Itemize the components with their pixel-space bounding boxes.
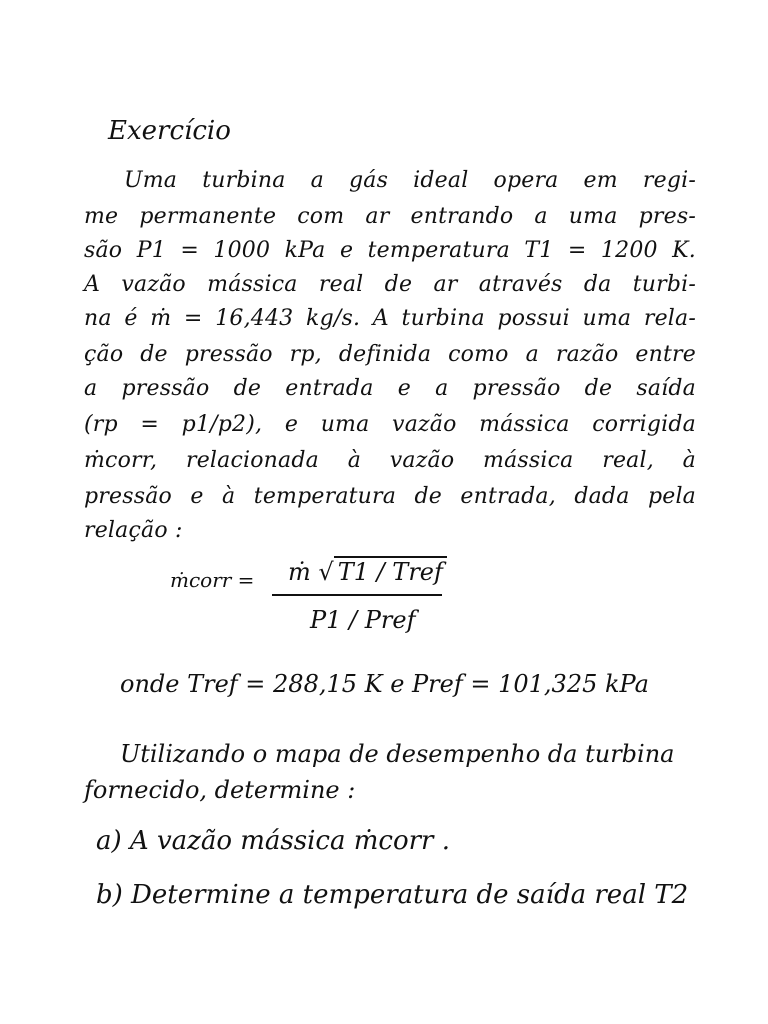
formula-numerator-prefix: ṁ √: [288, 558, 334, 586]
paragraph-line: (rp = p1/p2), e uma vazão mássica corrigida: [84, 412, 696, 437]
paragraph-line: ção de pressão rp, definida como a razão entre: [84, 342, 696, 367]
formula-lhs: ṁcorr =: [170, 568, 255, 592]
item-b: b) Determine a temperatura de saída real T2: [96, 880, 689, 910]
reference-values-line: onde Tref = 288,15 K e Pref = 101,325 kPa: [120, 670, 649, 698]
item-a: a) A vazão mássica ṁcorr .: [96, 826, 450, 856]
fraction-bar: [272, 594, 442, 596]
paragraph-line: A vazão mássica real de ar através da turbi-: [84, 272, 696, 297]
corrected-mass-flow-formula: [170, 548, 460, 648]
task-line: fornecido, determine :: [84, 776, 356, 804]
formula-denominator: P1 / Pref: [310, 606, 416, 634]
exercise-title: Exercício: [108, 116, 231, 146]
paragraph-line: ṁcorr, relacionada à vazão mássica real, à: [84, 448, 696, 473]
paragraph-line: relação :: [84, 518, 183, 543]
paragraph-line: são P1 = 1000 kPa e temperatura T1 = 1200 K.: [84, 238, 696, 263]
paragraph-line: pressão e à temperatura de entrada, dada pela: [84, 484, 696, 509]
formula-numerator: [288, 556, 447, 586]
paragraph-line: Uma turbina a gás ideal opera em regi-: [124, 168, 696, 193]
formula-radicand: T1 / Tref: [334, 556, 447, 586]
paragraph-line: me permanente com ar entrando a uma pres-: [84, 204, 696, 229]
paragraph-line: na é ṁ = 16,443 kg/s. A turbina possui uma rela-: [84, 306, 696, 331]
paragraph-line: a pressão de entrada e a pressão de saída: [84, 376, 696, 401]
task-line: Utilizando o mapa de desempenho da turbina: [120, 740, 675, 768]
